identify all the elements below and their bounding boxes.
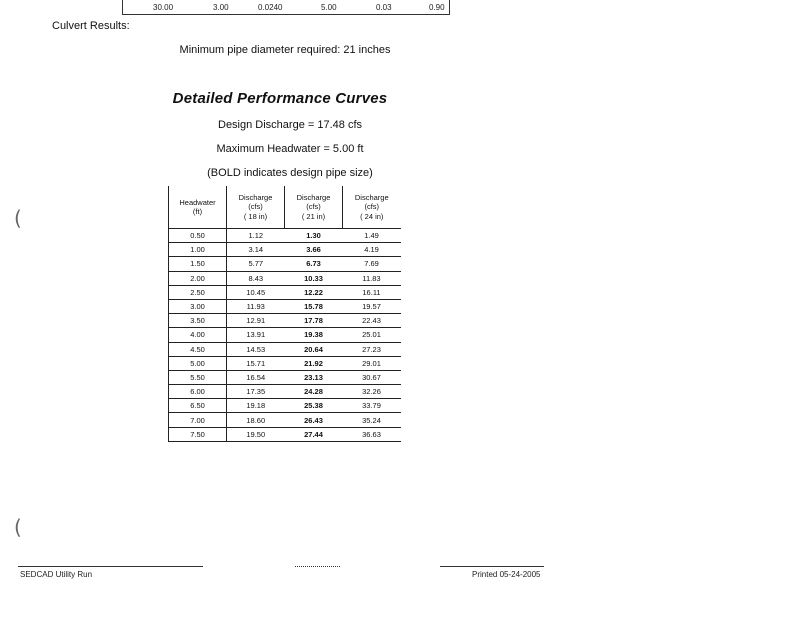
discharge-cell: 3.66 <box>285 243 343 257</box>
previous-table-row <box>122 0 450 15</box>
table-row <box>169 243 401 257</box>
prev-cell-3: 0.0240 <box>258 3 283 12</box>
punch-hole-mark: ( <box>14 515 22 539</box>
discharge-cell: 16.11 <box>343 285 401 299</box>
discharge-cell: 12.22 <box>285 285 343 299</box>
discharge-cell: 11.83 <box>343 271 401 285</box>
discharge-cell: 15.71 <box>227 356 285 370</box>
discharge-cell: 27.23 <box>343 342 401 356</box>
discharge-cell: 23.13 <box>285 370 343 384</box>
table-row <box>169 299 401 313</box>
headwater-cell: 4.00 <box>169 328 227 342</box>
headwater-cell: 4.50 <box>169 342 227 356</box>
footer-left-text: SEDCAD Utility Run <box>20 570 93 579</box>
table-row <box>169 356 401 370</box>
header-headwater: Headwater (ft) <box>169 186 227 229</box>
discharge-cell: 17.78 <box>285 314 343 328</box>
discharge-cell: 33.79 <box>343 399 401 413</box>
discharge-cell: 12.91 <box>227 314 285 328</box>
headwater-cell: 5.50 <box>169 370 227 384</box>
headwater-cell: 1.00 <box>169 243 227 257</box>
table-header-row <box>169 186 401 229</box>
discharge-cell: 5.77 <box>227 257 285 271</box>
discharge-cell: 8.43 <box>227 271 285 285</box>
table-row <box>169 370 401 384</box>
discharge-cell: 11.93 <box>227 299 285 313</box>
prev-cell-6: 0.90 <box>429 3 445 12</box>
discharge-cell: 10.33 <box>285 271 343 285</box>
discharge-cell: 30.67 <box>343 370 401 384</box>
discharge-cell: 24.28 <box>285 385 343 399</box>
discharge-cell: 35.24 <box>343 413 401 427</box>
discharge-cell: 7.69 <box>343 257 401 271</box>
footer-rule-left <box>18 566 203 567</box>
prev-cell-1: 30.00 <box>153 3 174 12</box>
discharge-cell: 20.64 <box>285 342 343 356</box>
headwater-cell: 6.00 <box>169 385 227 399</box>
table-body <box>169 229 401 442</box>
headwater-cell: 7.00 <box>169 413 227 427</box>
design-discharge-text: Design Discharge = 17.48 cfs <box>218 119 362 131</box>
discharge-cell: 22.43 <box>343 314 401 328</box>
prev-cell-5: 0.03 <box>376 3 392 12</box>
discharge-cell: 29.01 <box>343 356 401 370</box>
headwater-cell: 6.50 <box>169 399 227 413</box>
discharge-cell: 25.01 <box>343 328 401 342</box>
discharge-cell: 36.63 <box>343 427 401 441</box>
minimum-pipe-text: Minimum pipe diameter required: 21 inches <box>179 44 391 56</box>
prev-cell-2: 3.00 <box>213 3 229 12</box>
discharge-cell: 4.19 <box>343 243 401 257</box>
headwater-cell: 1.50 <box>169 257 227 271</box>
headwater-cell: 3.50 <box>169 314 227 328</box>
table-row <box>169 427 401 441</box>
discharge-cell: 13.91 <box>227 328 285 342</box>
culvert-results-label: Culvert Results: <box>52 20 130 32</box>
discharge-cell: 1.12 <box>227 229 285 243</box>
table-row <box>169 413 401 427</box>
discharge-cell: 19.50 <box>227 427 285 441</box>
discharge-cell: 10.45 <box>227 285 285 299</box>
table-row <box>169 285 401 299</box>
discharge-cell: 15.78 <box>285 299 343 313</box>
headwater-cell: 7.50 <box>169 427 227 441</box>
discharge-cell: 17.35 <box>227 385 285 399</box>
headwater-cell: 2.00 <box>169 271 227 285</box>
discharge-cell: 19.38 <box>285 328 343 342</box>
table-row <box>169 328 401 342</box>
footer-right-text: Printed 05-24-2005 <box>472 570 541 579</box>
performance-table <box>168 186 401 442</box>
footer-rule-middle <box>295 566 340 567</box>
header-discharge-24: Discharge (cfs) ( 24 in) <box>343 186 401 229</box>
headwater-cell: 3.00 <box>169 299 227 313</box>
discharge-cell: 1.49 <box>343 229 401 243</box>
discharge-cell: 25.38 <box>285 399 343 413</box>
table-row <box>169 271 401 285</box>
bold-note-text: (BOLD indicates design pipe size) <box>207 167 373 179</box>
page-title: Detailed Performance Curves <box>172 90 388 107</box>
discharge-cell: 18.60 <box>227 413 285 427</box>
table-row <box>169 342 401 356</box>
table-row <box>169 399 401 413</box>
discharge-cell: 6.73 <box>285 257 343 271</box>
footer-rule-right <box>440 566 544 567</box>
discharge-cell: 27.44 <box>285 427 343 441</box>
discharge-cell: 21.92 <box>285 356 343 370</box>
discharge-cell: 16.54 <box>227 370 285 384</box>
discharge-cell: 1.30 <box>285 229 343 243</box>
max-headwater-text: Maximum Headwater = 5.00 ft <box>216 143 364 155</box>
discharge-cell: 3.14 <box>227 243 285 257</box>
discharge-cell: 32.26 <box>343 385 401 399</box>
headwater-cell: 0.50 <box>169 229 227 243</box>
table-row <box>169 257 401 271</box>
discharge-cell: 19.57 <box>343 299 401 313</box>
punch-hole-mark: ( <box>14 206 22 230</box>
table-row <box>169 229 401 243</box>
table-row <box>169 385 401 399</box>
headwater-cell: 5.00 <box>169 356 227 370</box>
discharge-cell: 26.43 <box>285 413 343 427</box>
prev-cell-4: 5.00 <box>321 3 337 12</box>
headwater-cell: 2.50 <box>169 285 227 299</box>
discharge-cell: 14.53 <box>227 342 285 356</box>
discharge-cell: 19.18 <box>227 399 285 413</box>
table-row <box>169 314 401 328</box>
header-discharge-21: Discharge (cfs) ( 21 in) <box>285 186 343 229</box>
header-discharge-18: Discharge (cfs) ( 18 in) <box>227 186 285 229</box>
